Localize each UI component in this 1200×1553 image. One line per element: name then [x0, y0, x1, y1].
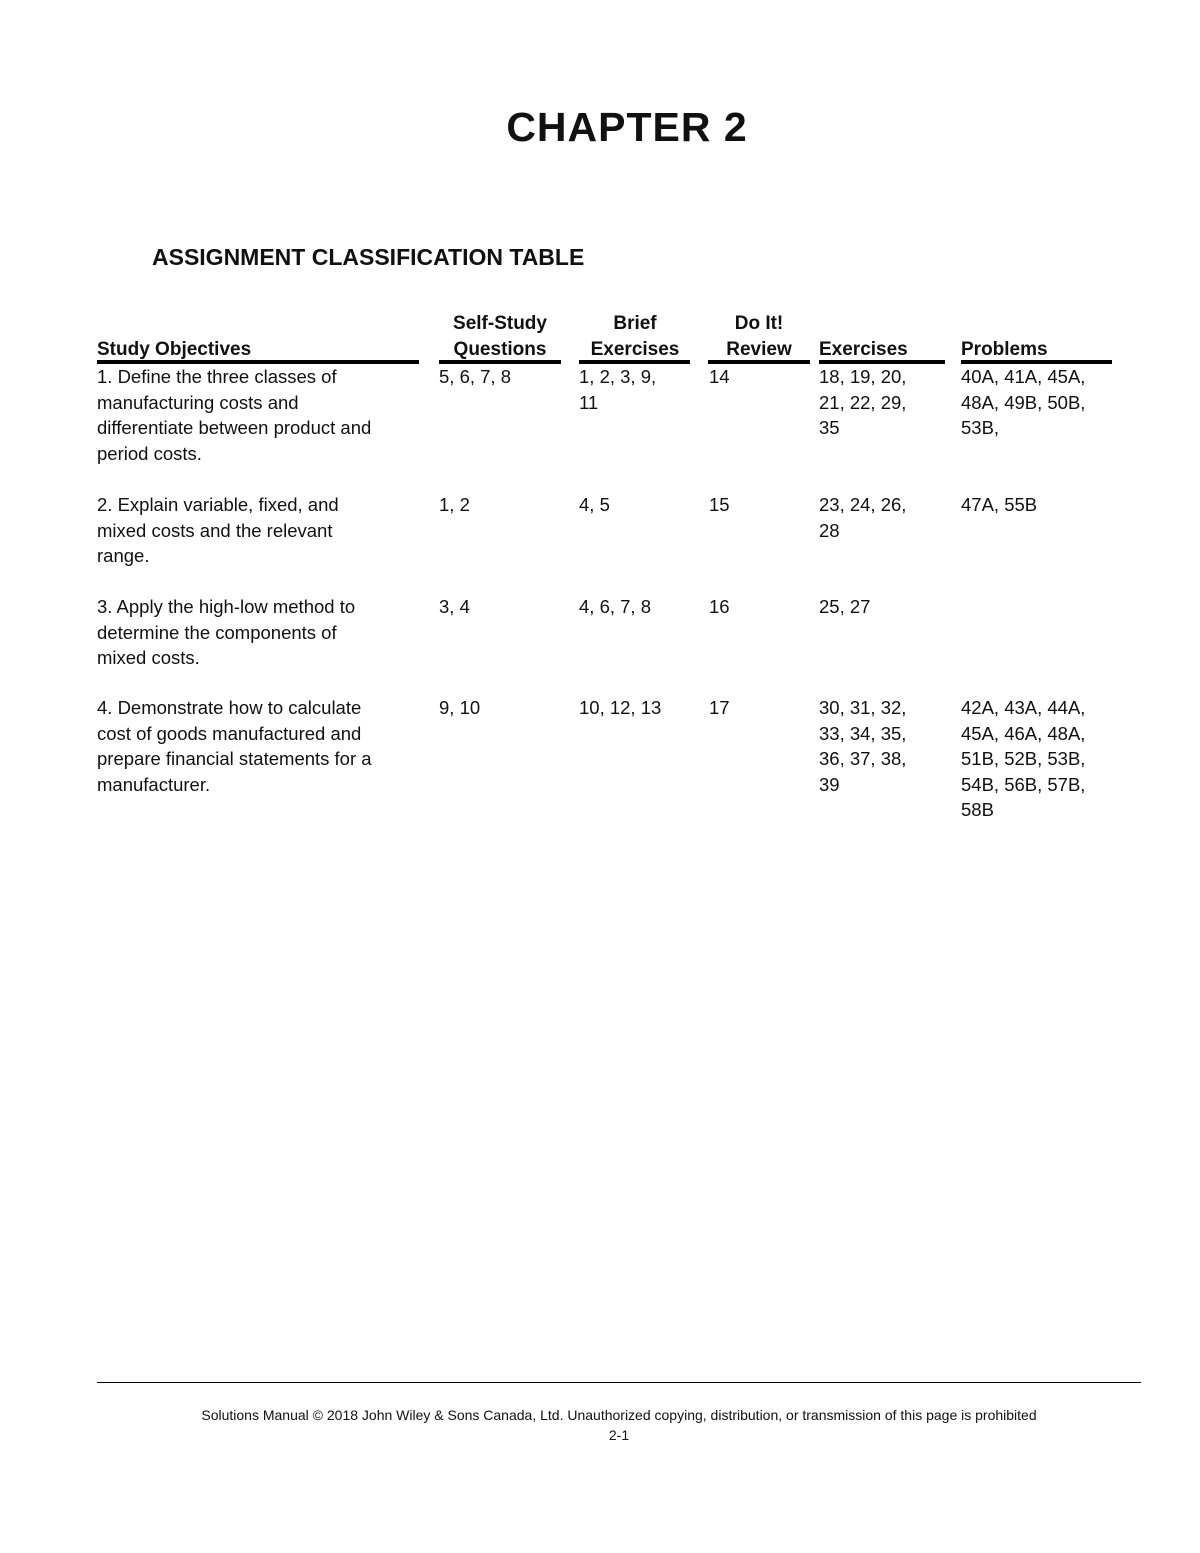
header-brief-exercises: Brief Exercises	[590, 313, 680, 360]
cell-line: manufacturing costs and	[97, 391, 299, 413]
footer-rule	[97, 1382, 1141, 1383]
exercises-cell	[819, 492, 944, 543]
cell-line: 42A, 43A, 44A,	[961, 697, 1086, 718]
cell-line: 11	[579, 391, 599, 413]
cell-line: 36, 37, 38,	[819, 748, 907, 769]
page-footer	[97, 1405, 1141, 1445]
cell-line: 4, 6, 7, 8	[579, 596, 651, 617]
do-it-review-cell	[709, 492, 809, 518]
exercises-cell	[819, 594, 944, 620]
exercises-cell	[819, 364, 944, 441]
header-exercises: Exercises	[819, 339, 908, 360]
cell-line: differentiate between product and	[97, 417, 372, 438]
cell-line: mixed costs and the relevant	[97, 519, 333, 541]
cell-line: 39	[819, 773, 840, 795]
cell-line: range.	[97, 545, 150, 566]
self-study-cell	[439, 364, 559, 390]
self-study-cell	[439, 695, 559, 721]
self-study-cell	[439, 594, 559, 620]
do-it-review-cell	[709, 364, 809, 390]
cell-line: 51B, 52B, 53B,	[961, 748, 1086, 769]
self-study-cell	[439, 492, 559, 518]
cell-line: period costs.	[97, 442, 202, 464]
brief-exercises-cell	[579, 695, 689, 721]
cell-line: manufacturer.	[97, 773, 211, 795]
cell-line: 21, 22, 29,	[819, 391, 907, 413]
cell-line: 45A, 46A, 48A,	[961, 722, 1086, 744]
brief-exercises-cell	[579, 594, 689, 620]
brief-exercises-cell	[579, 492, 689, 518]
do-it-review-cell	[709, 695, 809, 721]
problems-cell	[961, 492, 1121, 518]
cell-line: 40A, 41A, 45A,	[961, 366, 1086, 387]
cell-line: cost of goods manufactured and	[97, 722, 362, 744]
objective-cell	[97, 492, 427, 569]
cell-line: 1, 2, 3, 9,	[579, 366, 657, 387]
problems-cell	[961, 695, 1121, 823]
cell-line: 35	[819, 417, 840, 438]
cell-line: 58B	[961, 799, 994, 820]
cell-line: 4, 5	[579, 494, 610, 515]
chapter-title: CHAPTER 2	[506, 104, 748, 150]
cell-line: 53B,	[961, 417, 1000, 438]
objective-cell	[97, 695, 427, 797]
cell-line: determine the components of	[97, 621, 337, 643]
footer-page-number: 2-1	[608, 1427, 630, 1443]
header-study-objectives: Study Objectives	[97, 339, 252, 360]
brief-exercises-cell	[579, 364, 689, 415]
cell-line: 48A, 49B, 50B,	[961, 391, 1086, 413]
cell-line: 3, 4	[439, 596, 470, 617]
objective-cell	[97, 594, 427, 671]
cell-line: 3. Apply the high-low method to	[97, 596, 356, 617]
cell-line: 23, 24, 26,	[819, 494, 907, 515]
problems-cell	[961, 364, 1121, 441]
exercises-cell	[819, 695, 944, 797]
cell-line: 30, 31, 32,	[819, 697, 907, 718]
cell-line: 28	[819, 519, 840, 541]
cell-line: prepare financial statements for a	[97, 748, 372, 769]
cell-line: 16	[709, 596, 730, 617]
cell-line: 4. Demonstrate how to calculate	[97, 697, 362, 718]
header-problems: Problems	[961, 339, 1048, 360]
cell-line: 15	[709, 494, 730, 515]
footer-copyright: Solutions Manual © 2018 John Wiley & Sons Canada, Ltd. Unauthorized copying, distribution, or transmission of this page is prohibited	[201, 1407, 1037, 1423]
cell-line: 10, 12, 13	[579, 697, 662, 718]
cell-line: 17	[709, 697, 730, 718]
cell-line: 54B, 56B, 57B,	[961, 773, 1086, 795]
header-self-study: Self-Study Questions	[453, 313, 547, 360]
cell-line: 1. Define the three classes of	[97, 366, 337, 387]
cell-line: 18, 19, 20,	[819, 366, 907, 387]
section-title: ASSIGNMENT CLASSIFICATION TABLE	[152, 244, 585, 270]
cell-line: 47A, 55B	[961, 494, 1038, 515]
objective-cell	[97, 364, 427, 466]
cell-line: 1, 2	[439, 494, 470, 515]
cell-line: 9, 10	[439, 697, 481, 718]
cell-line: 14	[709, 366, 730, 387]
header-do-it-review: Do It! Review	[726, 313, 792, 360]
cell-line: 33, 34, 35,	[819, 722, 907, 744]
cell-line: mixed costs.	[97, 647, 200, 668]
do-it-review-cell	[709, 594, 809, 620]
cell-line: 5, 6, 7, 8	[439, 366, 511, 387]
cell-line: 25, 27	[819, 596, 871, 617]
cell-line: 2. Explain variable, fixed, and	[97, 494, 339, 515]
